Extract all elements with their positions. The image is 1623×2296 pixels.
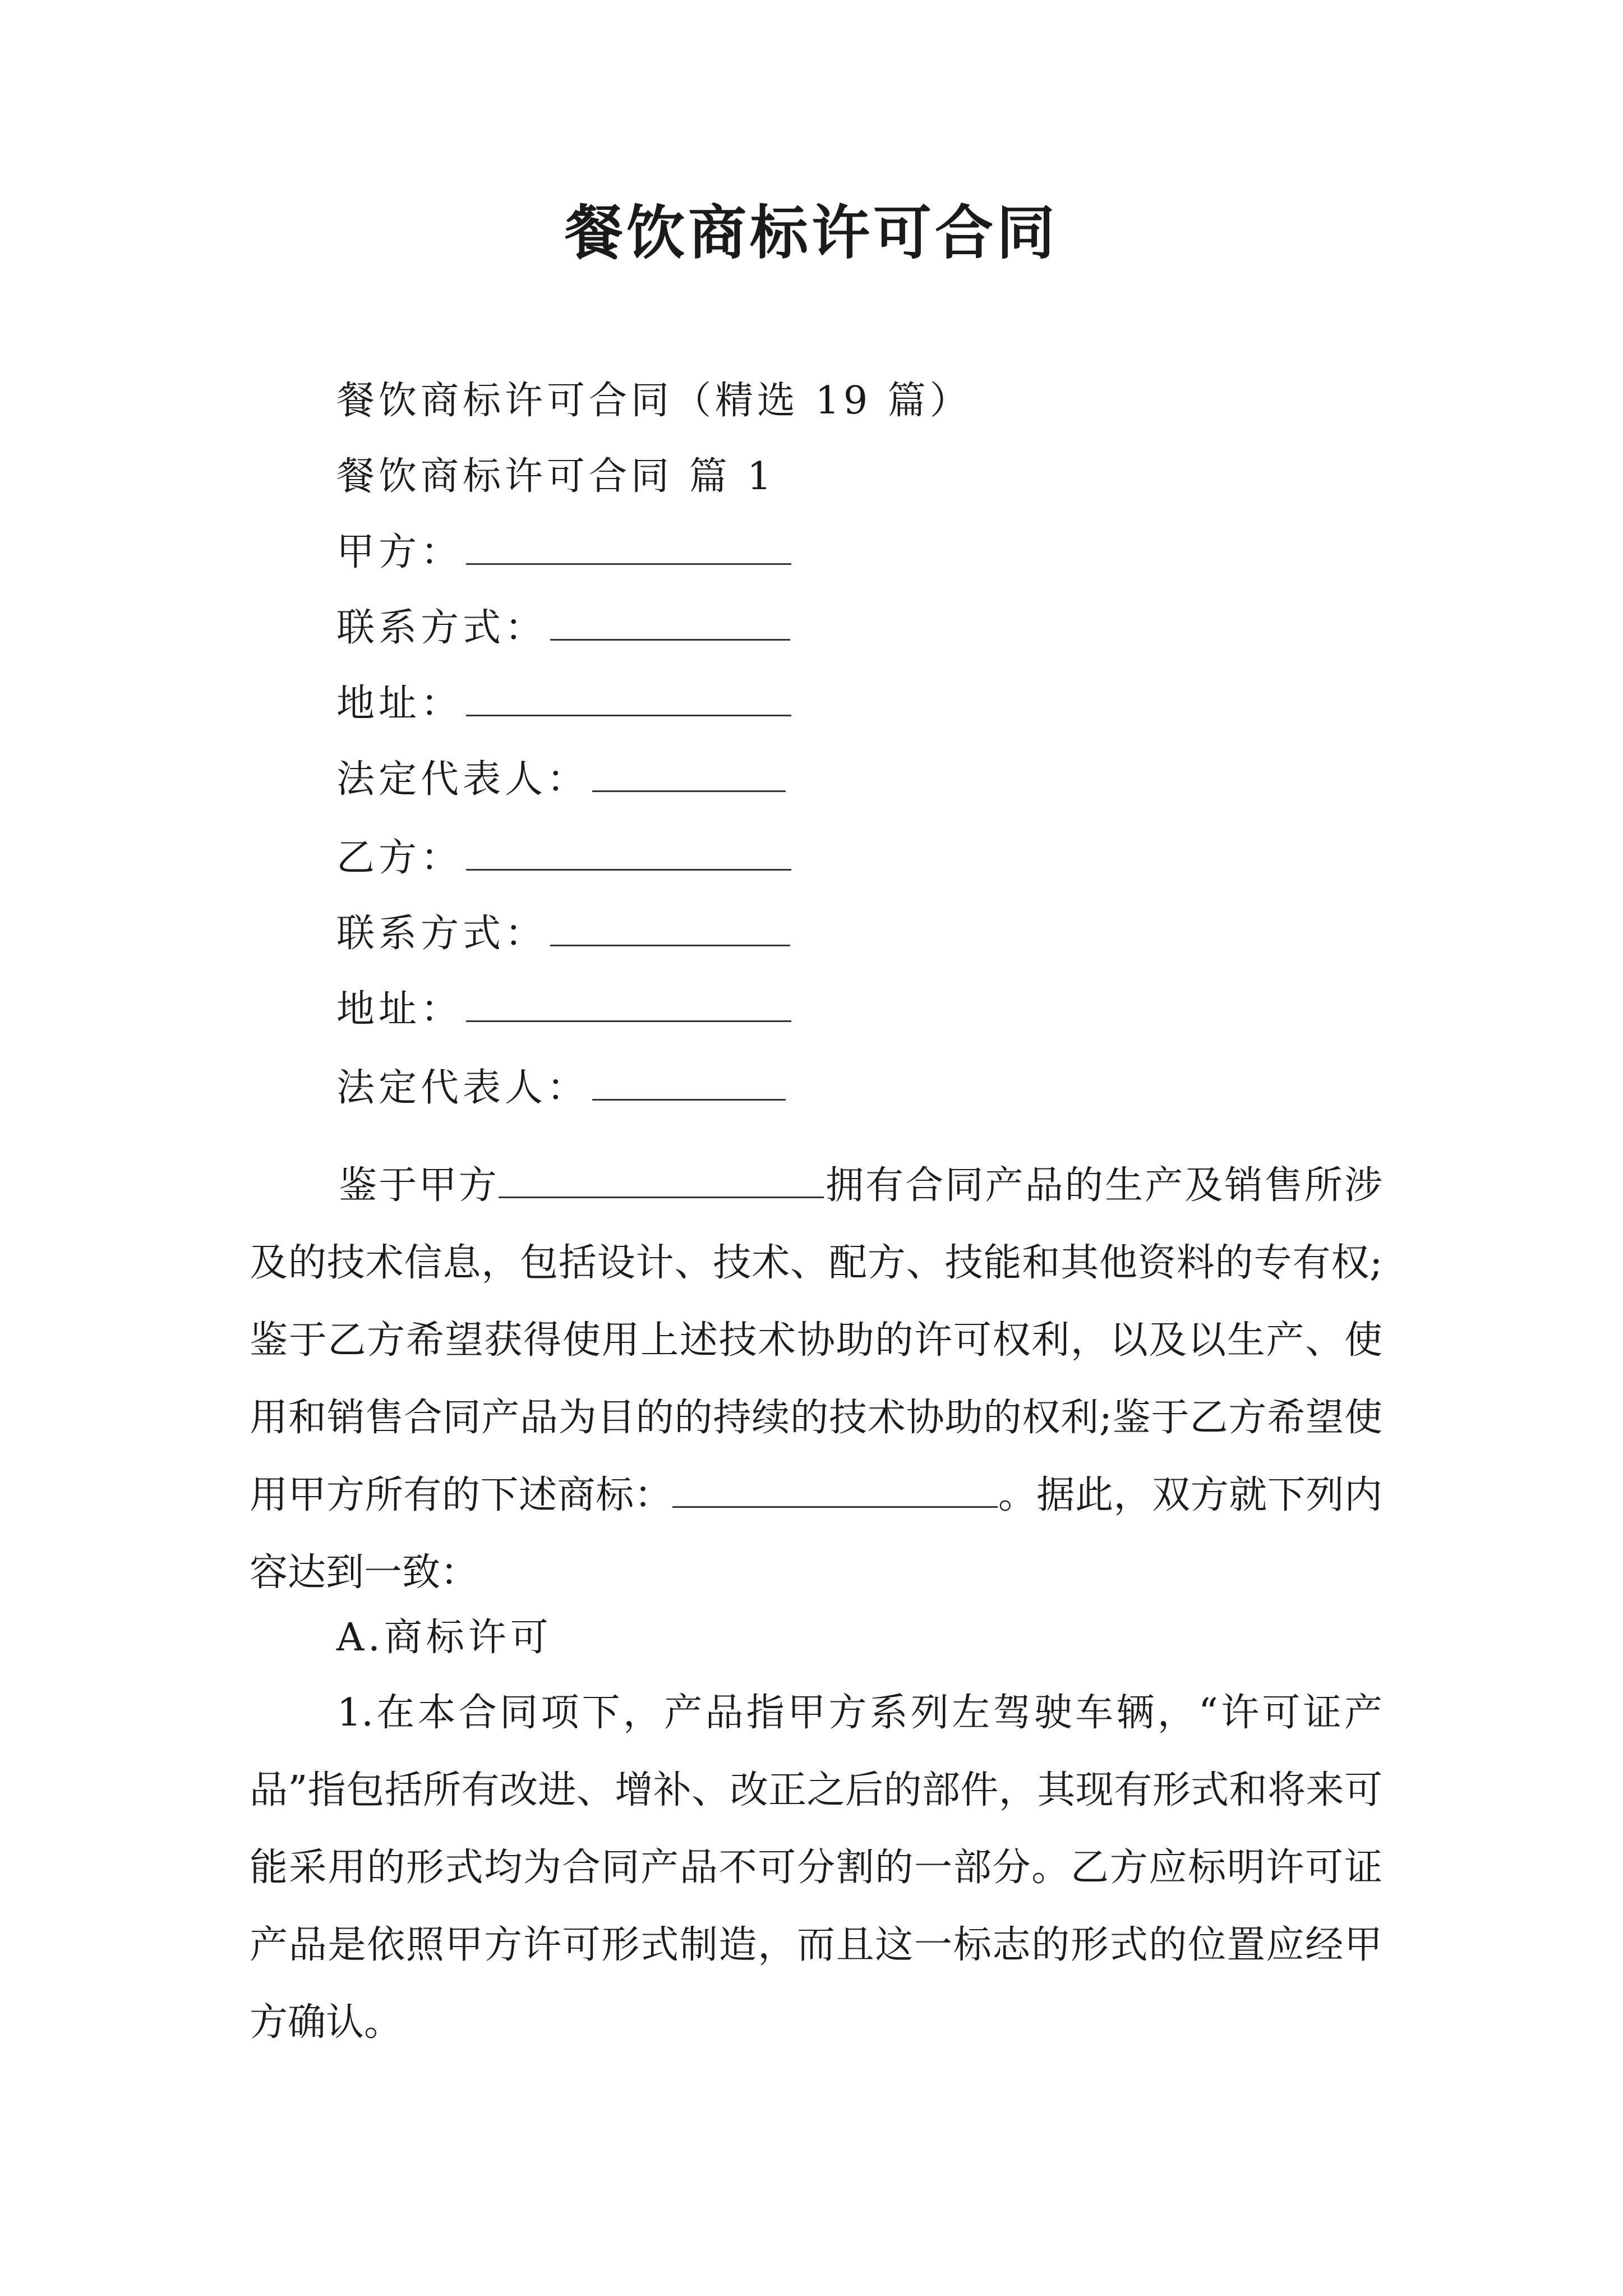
party-a-contact-row xyxy=(336,600,790,656)
party-a-legal-rep-blank xyxy=(592,757,786,792)
party-b-contact-blank xyxy=(550,911,790,946)
party-a-address-row xyxy=(336,676,791,732)
party-b-row xyxy=(336,830,791,886)
party-b-legal-rep-blank xyxy=(592,1065,786,1101)
party-a-contact-label: 联系方式： xyxy=(336,606,547,650)
party-b-contact-label: 联系方式： xyxy=(336,912,547,956)
party-b-address-label: 地址： xyxy=(336,987,463,1032)
party-a-contact-blank xyxy=(550,605,790,641)
party-b-legal-rep-row xyxy=(336,1060,786,1116)
preamble-text-1: 鉴于甲方 xyxy=(337,1163,499,1208)
party-b-legal-rep-label: 法定代表人： xyxy=(336,1066,589,1110)
party-a-address-label: 地址： xyxy=(336,682,463,726)
document-subtitle: 餐饮商标许可合同（精选 19 篇） xyxy=(336,379,972,423)
party-a-legal-rep-row xyxy=(336,752,786,808)
preamble-text-3: 。据此，双方就下列内容达到一致： xyxy=(250,1473,1382,1595)
preamble-text-2: 拥有合同产品的生产及销售所涉及的技术信息，包括设计、技术、配方、技能和其他资料的专有权;鉴于乙方希望获得使用上述技术协助的许可权利，以及以生产、使用和销售合同产品为目的的持续的技术协助的权利;鉴于乙方希望使用甲方所有的下述商标： xyxy=(250,1163,1382,1517)
preamble-blank-1 xyxy=(499,1163,824,1198)
preamble-blank-2 xyxy=(672,1473,998,1508)
party-a-label: 甲方： xyxy=(336,530,463,574)
clause-1-text: 1.在本合同项下，产品指甲方系列左驾驶车辆，“许可证产品”指包括所有改进、增补、改正之后的部件，其现有形式和将来可能采用的形式均为合同产品不可分割的一部分。乙方应标明许可证产品是依照甲方许可形式制造，而且这一标志的形式的位置应经甲方确认。 xyxy=(250,1691,1382,2045)
party-a-legal-rep-label: 法定代表人： xyxy=(336,757,589,802)
section-a-heading: A.商标许可 xyxy=(336,1616,552,1660)
clause-1-paragraph xyxy=(250,1674,1382,2062)
party-a-row xyxy=(336,524,791,581)
party-b-label: 乙方： xyxy=(336,836,463,880)
party-b-address-row xyxy=(336,982,791,1038)
party-b-address-blank xyxy=(466,987,791,1022)
document-title: 餐饮商标许可合同 xyxy=(564,199,1058,267)
preamble-paragraph xyxy=(250,1147,1382,1612)
party-b-blank xyxy=(466,835,791,871)
party-b-contact-row xyxy=(336,906,790,962)
party-a-address-blank xyxy=(466,681,791,716)
part-heading: 餐饮商标许可合同 篇 1 xyxy=(336,454,776,499)
party-a-blank xyxy=(466,530,791,565)
